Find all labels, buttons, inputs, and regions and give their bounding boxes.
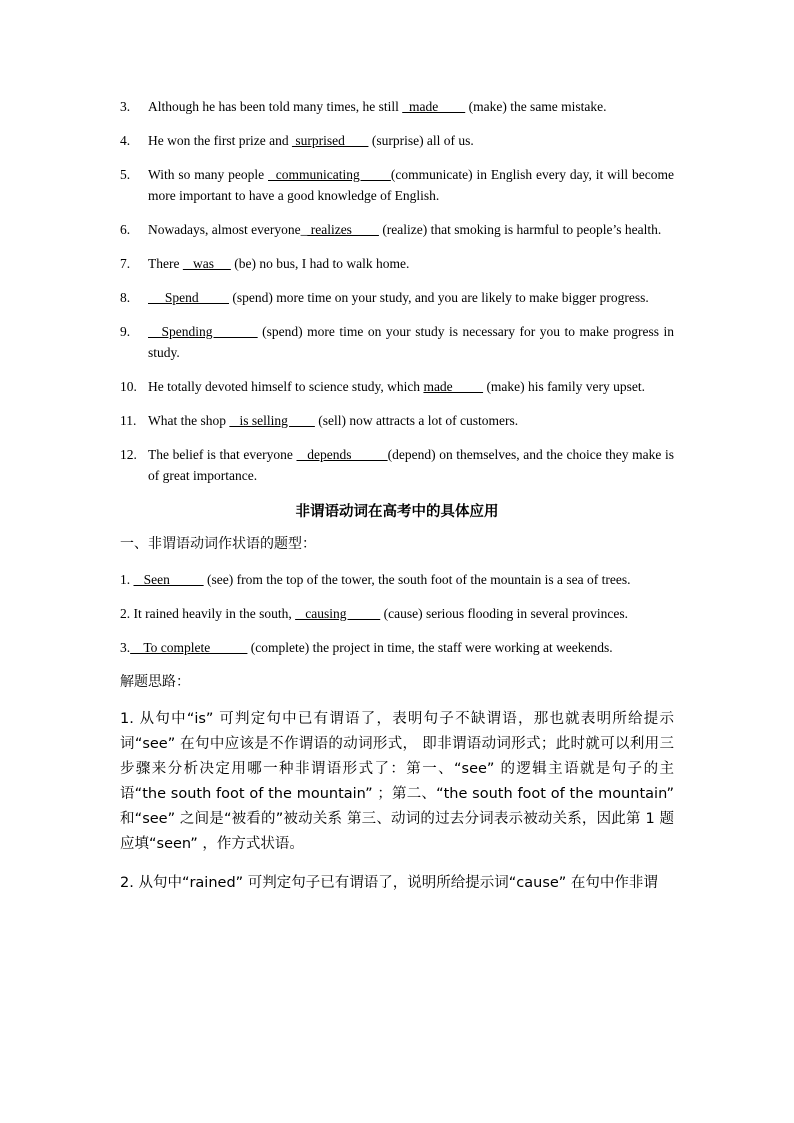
question-3 [120, 96, 674, 117]
answer-blank: surprised [291, 133, 369, 148]
answer-blank: is selling [229, 413, 315, 428]
example-item-3 [120, 637, 674, 658]
answer-blank: causing [295, 606, 381, 621]
question-text: (spend) more time on your study is necessary for you to make progress in study. [148, 324, 674, 360]
answer-blank: made [402, 99, 466, 114]
hint-label: 解题思路： [120, 674, 190, 690]
item-text: (complete) the project in time, the staff were working at weekends. [247, 640, 613, 655]
question-7 [120, 253, 674, 274]
answer-blank: Spend [148, 290, 229, 305]
question-text: He totally devoted himself to science study, which [148, 379, 424, 394]
question-12 [120, 444, 674, 486]
question-text: What the shop [148, 413, 230, 428]
explanation-2: 2. 从句中“rained” 可判定句子已有谓语了，说明所给提示词“cause” 在句中作非谓 [120, 875, 658, 891]
question-text: (make) his family very upset. [483, 379, 646, 394]
exercise-list [120, 96, 674, 486]
example-item-1 [120, 569, 674, 590]
question-4 [120, 130, 674, 151]
item-text: (cause) serious flooding in several provinces. [380, 606, 629, 621]
question-text: (surprise) all of us. [368, 133, 474, 148]
question-text: (realize) that smoking is harmful to people’s health. [378, 222, 662, 237]
question-number: 12. [120, 447, 137, 462]
answer-blank: Spending [148, 324, 258, 339]
question-number: 8. [120, 290, 131, 305]
question-text: (make) the same mistake. [465, 99, 607, 114]
question-10 [120, 376, 674, 397]
question-text: (be) no bus, I had to walk home. [230, 256, 410, 271]
answer-blank: depends [296, 447, 388, 462]
question-number: 3. [120, 99, 131, 114]
item-text: 2. It rained heavily in the south, [120, 606, 296, 621]
question-8 [120, 287, 674, 308]
section-title: 非谓语动词在高考中的具体应用 [295, 504, 499, 520]
question-6 [120, 219, 674, 240]
example-item-2 [120, 603, 674, 624]
answer-blank: Seen [133, 572, 204, 587]
item-text: 1. [120, 572, 134, 587]
answer-blank: To complete [130, 640, 248, 655]
question-9 [120, 321, 674, 363]
question-text: Although he has been told many times, he still [148, 99, 403, 114]
explanation-1: 1. 从句中“is” 可判定句中已有谓语了，表明句子不缺谓语，那也就表明所给提示词“see” 在句中应该是不作谓语的动词形式， 即非谓语动词形式；此时就可以利用三步骤来分析决定用哪一种非谓语形式了：第一、“see” 的逻辑主语就是句子的主语“the south foot of the mountain” ；第二、“the south foot of the mountain” 和“see” 之间是“被看的”被动关系 第三、动词的过去分词表示被动关系，因此第 1 题应填“seen” ，作方式状语。 [120, 711, 674, 852]
question-number: 9. [120, 324, 131, 339]
answer-blank: realizes [307, 222, 379, 237]
subsection-heading: 一、非谓语动词作状语的题型： [120, 536, 316, 552]
question-text: The belief is that everyone [148, 447, 297, 462]
question-text: (sell) now attracts a lot of customers. [314, 413, 519, 428]
question-number: 4. [120, 133, 131, 148]
question-5 [120, 164, 674, 206]
document-page [120, 96, 674, 910]
question-text: Nowadays, almost everyone_ [148, 222, 308, 237]
question-text: There [148, 256, 183, 271]
question-number: 10. [120, 379, 137, 394]
question-number: 5. [120, 167, 131, 182]
item-text: 3. [120, 640, 131, 655]
question-text: He won the first prize and [148, 133, 292, 148]
question-text: With so many people [148, 167, 268, 182]
question-11 [120, 410, 674, 431]
answer-blank: made [423, 379, 484, 394]
question-number: 11. [120, 413, 137, 428]
item-text: (see) from the top of the tower, the south foot of the mountain is a sea of trees. [203, 572, 631, 587]
question-number: 6. [120, 222, 131, 237]
question-text: (depend) on themselves, and the choice they make is of great importance. [148, 447, 674, 483]
question-text: (spend) more time on your study, and you are likely to make bigger progress. [229, 290, 649, 305]
answer-blank: communicating [268, 167, 391, 182]
question-number: 7. [120, 256, 131, 271]
question-text: (communicate) in English every day, it will become more important to have a good knowledge of English. [148, 167, 675, 203]
answer-blank: was [182, 256, 231, 271]
